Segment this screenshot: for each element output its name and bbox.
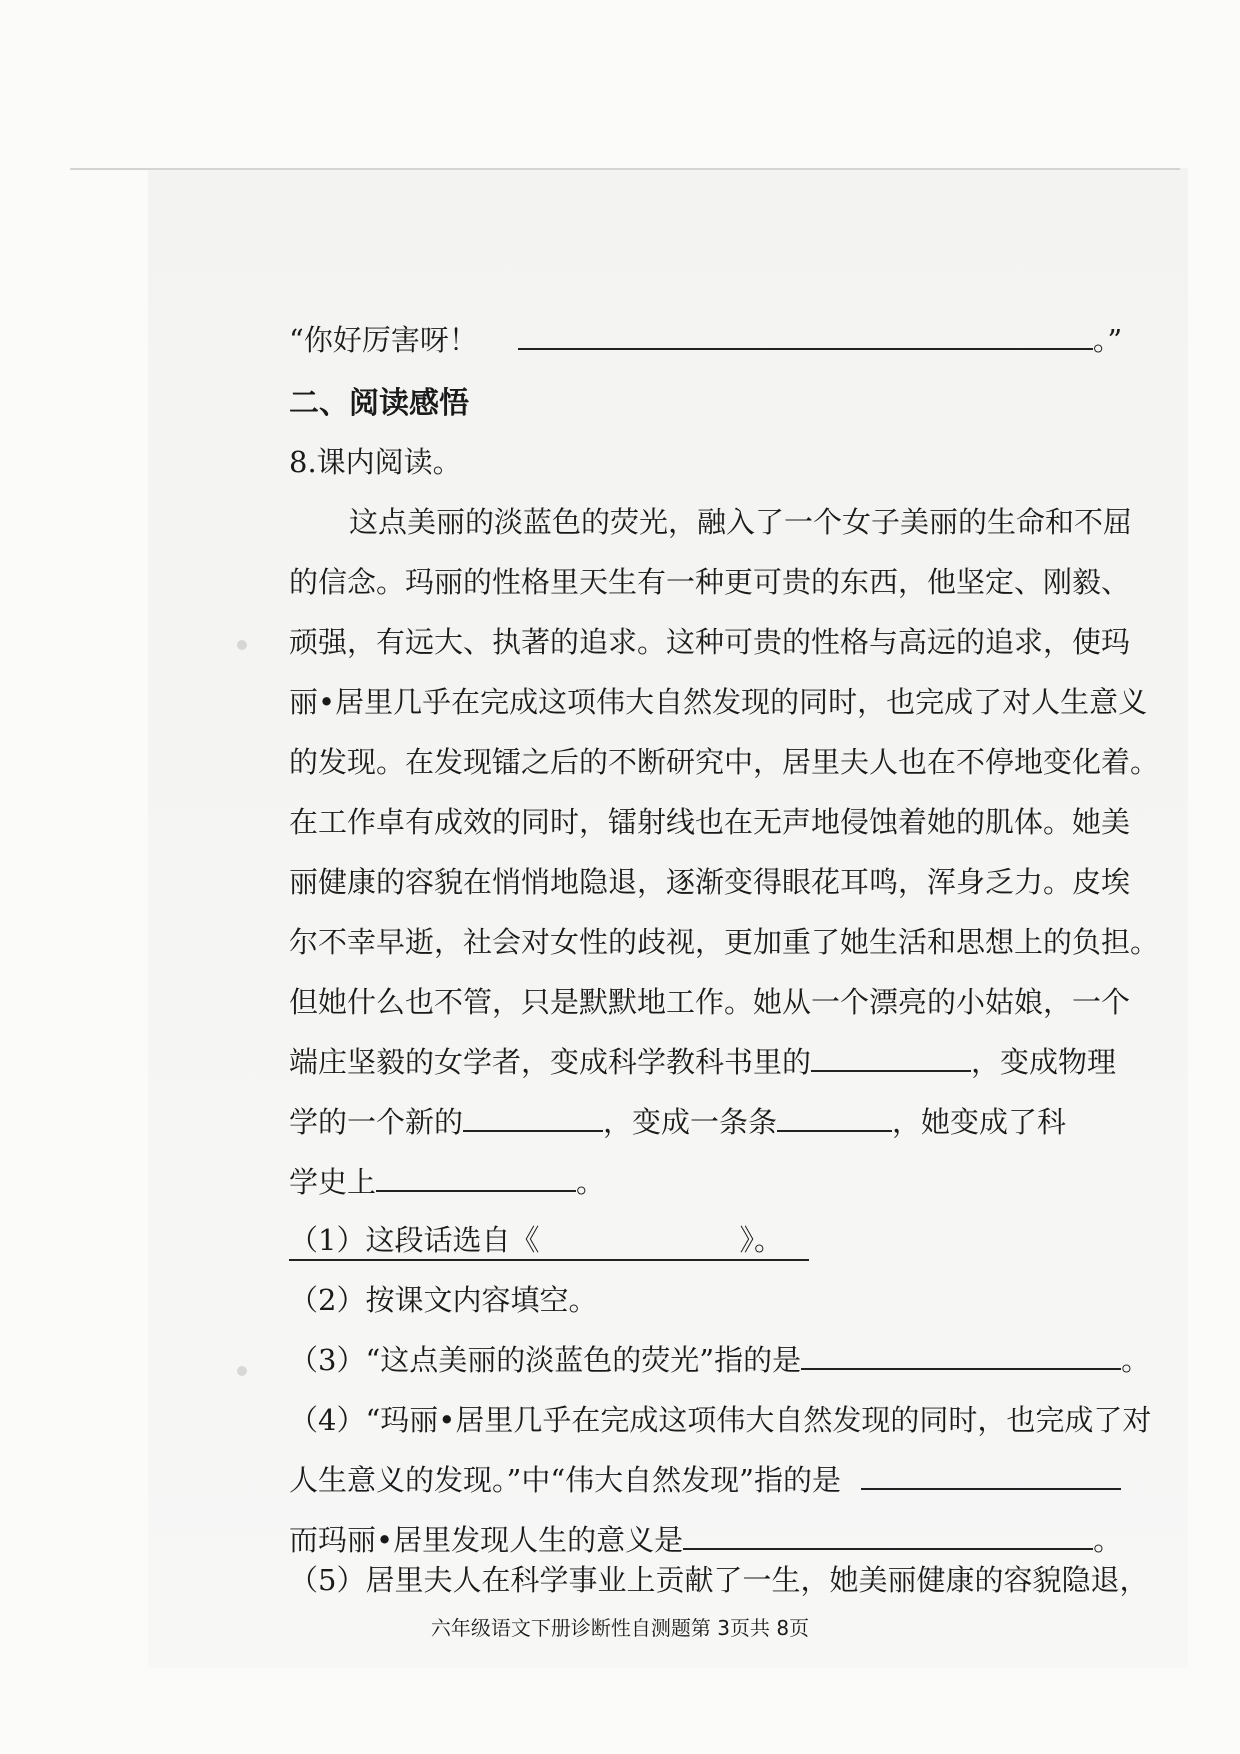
fill-line <box>289 1100 1066 1141</box>
page-footer: 六年级语文下册诊断性自测题第 3页共 8页 <box>430 1616 810 1640</box>
answer-blank[interactable] <box>777 1101 892 1132</box>
sub-question-text: （3）“这点美丽的淡蓝色的荧光”指的是 <box>289 1343 802 1377</box>
question-label: 8.课内阅读。 <box>289 445 462 479</box>
sub-question-3 <box>289 1338 1150 1379</box>
quote-end: 。” <box>1092 323 1123 357</box>
fill-text: 。 <box>576 1165 606 1199</box>
passage-line: 这点美丽的淡蓝色的荧光，融入了一个女子美丽的生命和不屈 <box>349 505 1133 539</box>
passage-line: 的信念。玛丽的性格里天生有一种更可贵的东西，他坚定、刚毅、 <box>289 565 1131 599</box>
answer-blank[interactable] <box>376 1161 576 1192</box>
page-edge <box>70 168 1180 170</box>
passage-line: 丽•居里几乎在完成这项伟大自然发现的同时，也完成了对人生意义 <box>289 685 1148 719</box>
passage-line: 但她什么也不管，只是默默地工作。她从一个漂亮的小姑娘，一个 <box>289 985 1131 1019</box>
sub-question-text: 人生意义的发现。”中“伟大自然发现”指的是 <box>289 1463 841 1497</box>
sub-question-1 <box>289 1218 809 1261</box>
fill-text: ，变成一条条 <box>603 1105 778 1139</box>
sub-question-text: 》。 <box>739 1223 783 1257</box>
fill-text: ，变成物理 <box>971 1045 1117 1079</box>
passage-line: 在工作卓有成效的同时，镭射线也在无声地侵蚀着她的肌体。她美 <box>289 805 1131 839</box>
quote-text: “你好厉害呀！ <box>289 323 478 357</box>
answer-blank[interactable] <box>811 1041 971 1072</box>
fill-text: 学的一个新的 <box>289 1105 464 1139</box>
passage-line: 的发现。在发现镭之后的不断研究中，居里夫人也在不停地变化着。 <box>289 745 1160 779</box>
answer-blank[interactable] <box>518 319 1093 350</box>
fill-text: 学史上 <box>289 1165 377 1199</box>
sub-question-text: 。 <box>1093 1523 1123 1557</box>
quote-line <box>289 318 1122 359</box>
sub-question-4: （4）“玛丽•居里几乎在完成这项伟大自然发现的同时，也完成了对 <box>289 1403 1152 1437</box>
sub-question-text: 而玛丽•居里发现人生的意义是 <box>289 1523 684 1557</box>
fill-text: 端庄坚毅的女学者，变成科学教科书里的 <box>289 1045 812 1079</box>
sub-question-2: （2）按课文内容填空。 <box>289 1283 598 1317</box>
passage-line: 顽强，有远大、执著的追求。这种可贵的性格与高远的追求，使玛 <box>289 625 1131 659</box>
fill-text: ，她变成了科 <box>892 1105 1067 1139</box>
sub-question-4-cont <box>289 1458 1121 1499</box>
passage-line: 尔不幸早逝，社会对女性的歧视，更加重了她生活和思想上的负担。 <box>289 925 1160 959</box>
answer-blank[interactable] <box>861 1459 1121 1490</box>
sub-question-4-cont <box>289 1518 1122 1559</box>
answer-blank[interactable] <box>683 1519 1093 1550</box>
passage-line: 丽健康的容貌在悄悄地隐退，逐渐变得眼花耳鸣，浑身乏力。皮埃 <box>289 865 1131 899</box>
sub-question-text: 。 <box>1121 1343 1151 1377</box>
answer-blank[interactable] <box>801 1339 1121 1370</box>
answer-blank[interactable] <box>539 1221 739 1250</box>
fill-line <box>289 1160 605 1201</box>
sub-question-text: （1）这段话选自《 <box>289 1223 540 1257</box>
answer-blank[interactable] <box>463 1101 603 1132</box>
binding-hole <box>237 640 247 650</box>
sub-question-5: （5）居里夫人在科学事业上贡献了一生，她美丽健康的容貌隐退， <box>289 1563 1149 1597</box>
section-title: 二、阅读感悟 <box>289 386 469 421</box>
fill-line <box>289 1040 1116 1081</box>
binding-hole <box>237 1366 247 1376</box>
